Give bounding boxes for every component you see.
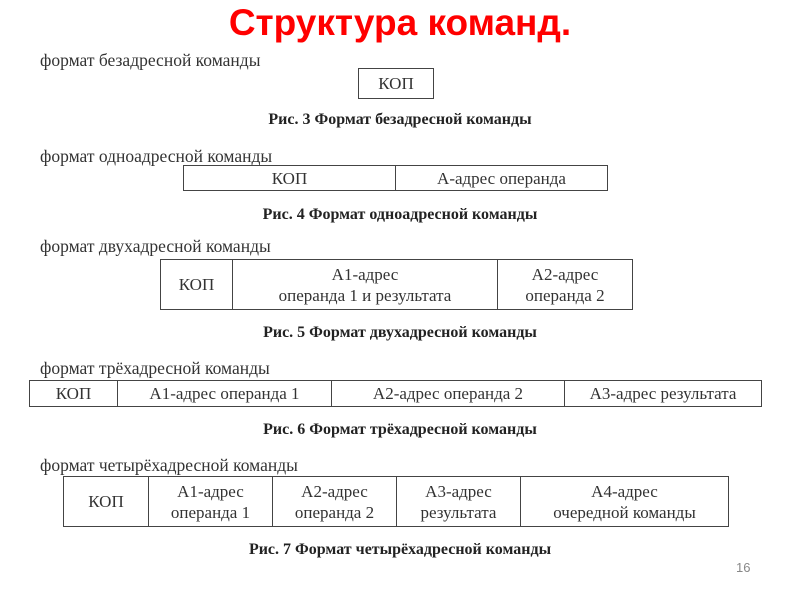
cell-text: КОП xyxy=(178,275,215,294)
cell-text: КОП xyxy=(271,168,308,188)
cell-text: А3-адрес xyxy=(425,481,492,501)
format-table-four-address xyxy=(63,476,729,527)
format-label-three-address: формат трёхадресной команды xyxy=(40,358,270,378)
table-cell xyxy=(30,381,118,407)
cell-text: КОП xyxy=(88,492,124,511)
format-label-four-address: формат четырёхадресной команды xyxy=(40,455,298,475)
format-table-two-address xyxy=(160,259,633,310)
table-cell xyxy=(184,166,396,191)
table-cell xyxy=(565,381,762,407)
table-cell xyxy=(498,260,633,310)
format-table-three-address xyxy=(29,380,762,407)
cell-text: операнда 1 xyxy=(170,502,251,522)
table-cell xyxy=(64,477,149,527)
format-label-zero-address: формат безадресной команды xyxy=(40,50,261,70)
table-cell xyxy=(233,260,498,310)
format-table-one-address xyxy=(183,165,608,191)
figure-caption: Рис. 6 Формат трёхадресной команды xyxy=(263,421,537,438)
table-cell xyxy=(149,477,273,527)
cell-text: очередной команды xyxy=(553,502,696,522)
figure-caption: Рис. 4 Формат одноадресной команды xyxy=(262,206,538,223)
table-cell xyxy=(332,381,565,407)
table-cell xyxy=(273,477,397,527)
table-cell xyxy=(161,260,233,310)
cell-text: операнда 2 xyxy=(294,502,375,522)
cell-text: результата xyxy=(420,502,497,522)
figure-caption: Рис. 7 Формат четырёхадресной команды xyxy=(248,541,552,558)
cell-text: А3-адрес результата xyxy=(589,384,737,403)
cell-text: А1-адрес xyxy=(177,481,244,501)
cell-text: А2-адрес xyxy=(531,264,599,284)
format-table-zero-address xyxy=(358,68,434,99)
figure-caption: Рис. 5 Формат двухадресной команды xyxy=(263,324,537,341)
cell-text: А-адрес операнда xyxy=(437,168,566,188)
cell-text: КОП xyxy=(378,74,414,93)
format-label-two-address: формат двухадресной команды xyxy=(40,236,271,256)
format-label-one-address: формат одноадресной команды xyxy=(40,146,273,166)
cell-text: А1-адрес операнда 1 xyxy=(149,384,300,403)
page-number: 16 xyxy=(736,560,751,575)
cell-text: А4-адрес xyxy=(591,481,658,501)
cell-text: операнда 2 xyxy=(525,285,605,305)
cell-text: А2-адрес xyxy=(301,481,368,501)
cell-text: операнда 1 и результата xyxy=(278,285,452,305)
table-cell xyxy=(359,69,434,99)
slide-title: Структура команд. xyxy=(228,2,572,43)
table-cell xyxy=(521,477,729,527)
table-cell xyxy=(397,477,521,527)
cell-text: А2-адрес операнда 2 xyxy=(372,384,524,403)
table-cell xyxy=(396,166,608,191)
cell-text: КОП xyxy=(55,384,92,403)
table-cell xyxy=(118,381,332,407)
figure-caption: Рис. 3 Формат безадресной команды xyxy=(268,111,532,128)
cell-text: А1-адрес xyxy=(331,264,399,284)
